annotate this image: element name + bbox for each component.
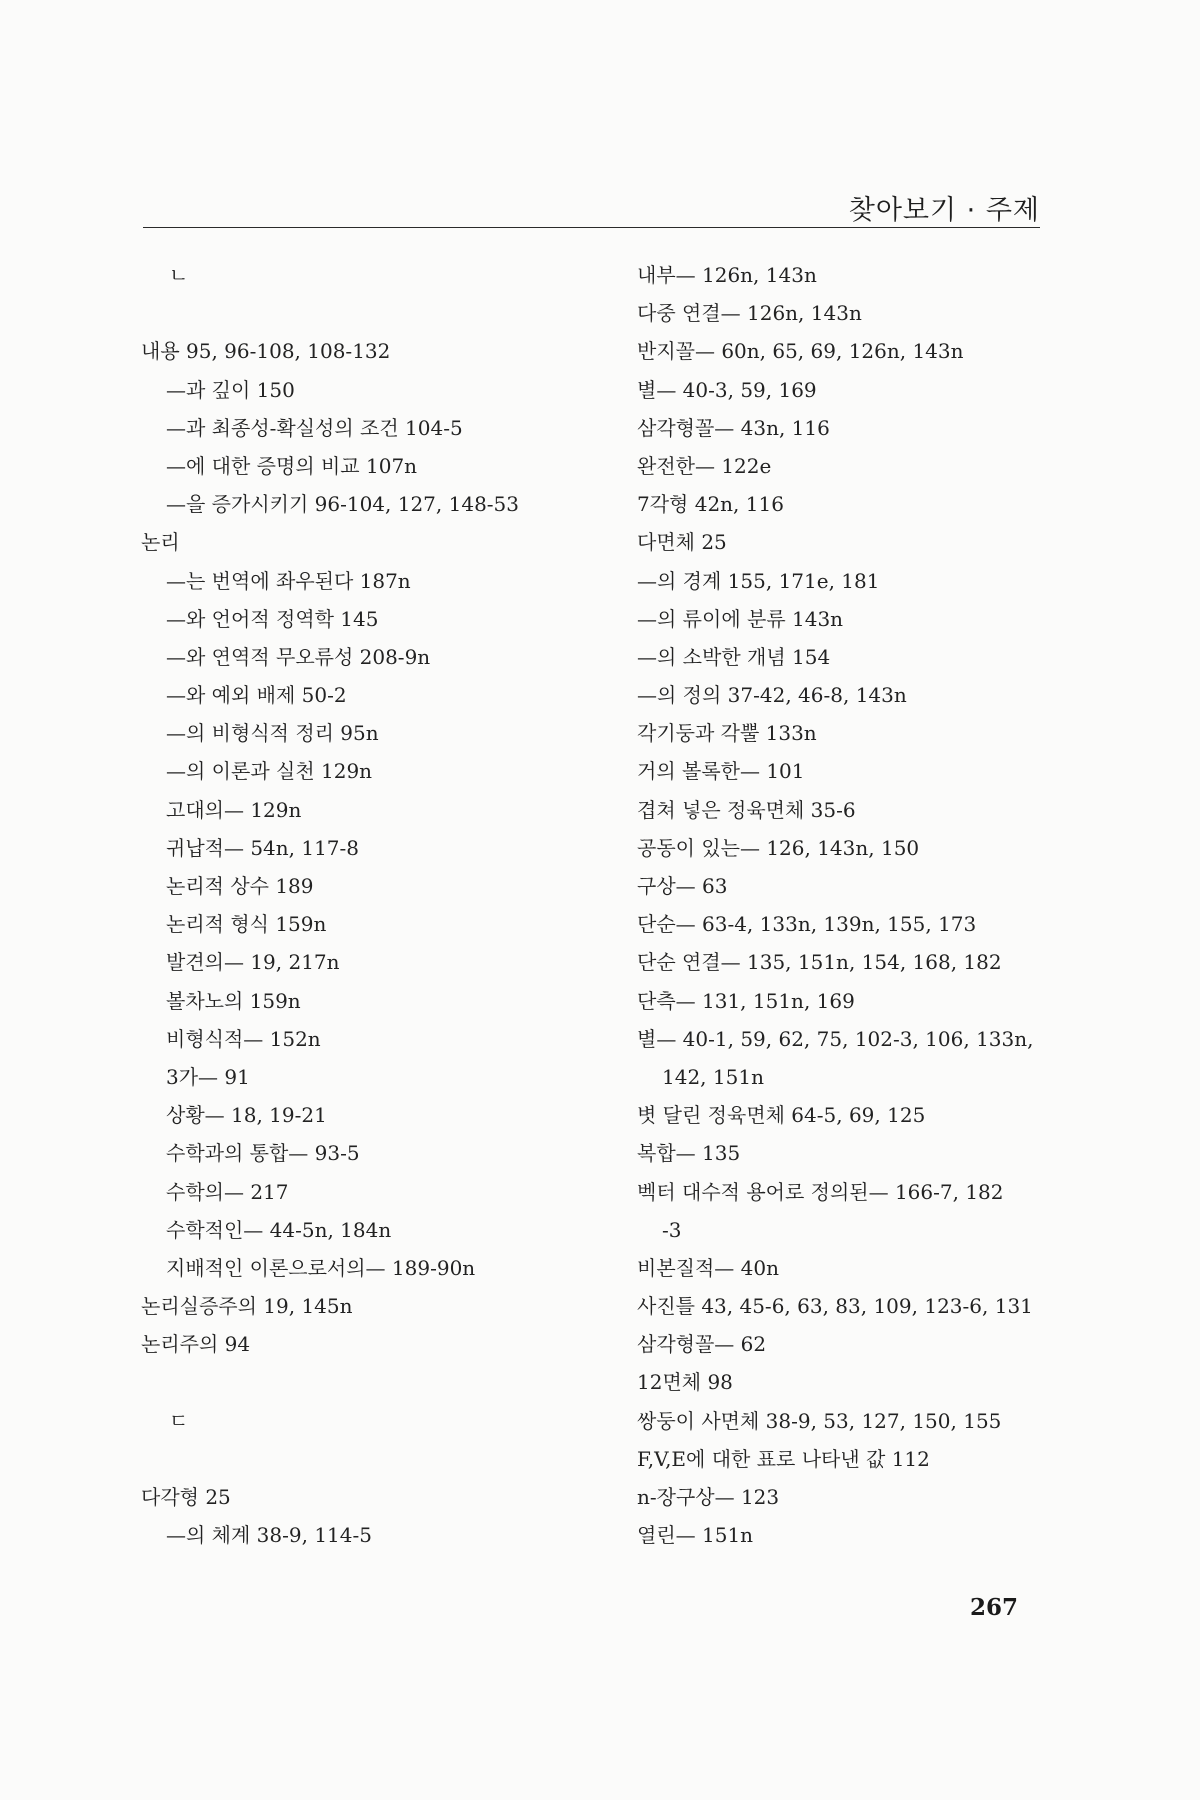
index-subentry: —는 번역에 좌우된다 187n: [166, 568, 411, 593]
index-subentry: —과 깊이 150: [166, 377, 295, 402]
index-entry: 내용 95, 96-108, 108-132: [141, 339, 391, 364]
index-entry-continuation: 142, 151n: [662, 1064, 764, 1089]
index-entry: 삼각형꼴— 43n, 116: [637, 415, 830, 440]
page-number: 267: [969, 1594, 1018, 1621]
index-entry: F,V,E에 대한 표로 나타낸 값 112: [637, 1446, 930, 1471]
index-entry: 구상— 63: [637, 874, 728, 898]
index-entry: 12면체 98: [637, 1370, 733, 1395]
index-subentry: —과 최종성-확실성의 조건 104-5: [166, 415, 463, 440]
index-entry: 단측— 131, 151n, 169: [637, 988, 855, 1013]
index-entry: 각기둥과 각뿔 133n: [637, 721, 817, 746]
index-entry: 비본질적— 40n: [637, 1255, 779, 1280]
index-entry: 벡터 대수적 용어로 정의된— 166-7, 182: [637, 1179, 1004, 1204]
index-entry-continuation: -3: [662, 1217, 682, 1242]
index-subentry: —와 언어적 정역학 145: [166, 606, 379, 631]
index-entry: 다중 연결— 126n, 143n: [637, 301, 862, 326]
index-entry: 열린— 151n: [637, 1523, 754, 1548]
section-letter-heading: ㄷ: [169, 1408, 189, 1433]
index-subentry: 논리적 상수 189: [166, 874, 314, 898]
index-entry: —의 정의 37-42, 46-8, 143n: [637, 683, 907, 708]
header-rule: [143, 227, 1040, 228]
index-entry: 완전한— 122e: [637, 453, 772, 478]
index-entry: 겹쳐 넣은 정육면체 35-6: [637, 797, 856, 822]
index-subentry: —을 증가시키기 96-104, 127, 148-53: [166, 492, 519, 517]
running-header: 찾아보기 · 주제: [848, 195, 1040, 226]
index-entry: n-장구상— 123: [637, 1485, 780, 1509]
section-spacer: [141, 1363, 621, 1401]
index-subentry: 비형식적— 152n: [166, 1026, 321, 1051]
index-entry: 거의 볼록한— 101: [637, 759, 805, 784]
index-column-right: [637, 256, 1057, 1554]
section-spacer: [141, 1440, 621, 1478]
index-subentry: 3가— 91: [166, 1064, 250, 1089]
index-entry: 사진틀 43, 45-6, 63, 83, 109, 123-6, 131: [637, 1294, 1033, 1319]
index-entry: 공동이 있는— 126, 143n, 150: [637, 835, 920, 860]
index-entry: 별— 40-3, 59, 169: [637, 377, 817, 402]
index-entry: 별— 40-1, 59, 62, 75, 102-3, 106, 133n,: [637, 1026, 1034, 1051]
index-subentry: 수학의— 217: [166, 1179, 289, 1204]
index-subentry: 고대의— 129n: [166, 797, 302, 822]
index-subentry: 발견의— 19, 217n: [166, 950, 340, 975]
index-subentry: —의 이론과 실천 129n: [166, 759, 373, 784]
index-subentry: —의 체계 38-9, 114-5: [166, 1523, 372, 1548]
index-subentry: 지배적인 이론으로서의— 189-90n: [166, 1255, 476, 1280]
index-entry: 삼각형꼴— 62: [637, 1332, 767, 1357]
index-entry: 7각형 42n, 116: [637, 492, 784, 517]
index-column-left: [141, 256, 621, 1554]
index-subentry: 수학과의 통합— 93-5: [166, 1141, 360, 1166]
index-entry: —의 소박한 개념 154: [637, 644, 831, 669]
index-entry: 다면체 25: [637, 530, 727, 555]
index-entry: 쌍둥이 사면체 38-9, 53, 127, 150, 155: [637, 1408, 1002, 1433]
index-subentry: 상황— 18, 19-21: [166, 1103, 327, 1128]
index-entry: 다각형 25: [141, 1485, 231, 1509]
index-subentry: 귀납적— 54n, 117-8: [166, 835, 360, 860]
index-subentry: —의 비형식적 정리 95n: [166, 721, 379, 746]
index-entry: 논리실증주의 19, 145n: [141, 1294, 353, 1319]
index-subentry: —와 예외 배제 50-2: [166, 683, 347, 708]
index-entry: 단순— 63-4, 133n, 139n, 155, 173: [637, 912, 977, 937]
index-subentry: —와 연역적 무오류성 208-9n: [166, 644, 431, 669]
section-spacer: [141, 294, 621, 332]
index-entry: —의 경계 155, 171e, 181: [637, 568, 880, 593]
index-entry: 내부— 126n, 143n: [637, 263, 817, 287]
section-letter-heading: ㄴ: [169, 263, 189, 287]
index-subentry: 수학적인— 44-5n, 184n: [166, 1217, 392, 1242]
index-entry: 논리주의 94: [141, 1332, 251, 1357]
index-entry: 볏 달린 정육면체 64-5, 69, 125: [637, 1103, 926, 1128]
index-entry: 복합— 135: [637, 1141, 741, 1166]
index-entry: 단순 연결— 135, 151n, 154, 168, 182: [637, 950, 1002, 975]
index-subentry: 볼차노의 159n: [166, 988, 301, 1013]
index-entry: —의 류이에 분류 143n: [637, 606, 844, 631]
index-entry: 논리: [141, 530, 180, 555]
index-subentry: 논리적 형식 159n: [166, 912, 327, 937]
index-entry: 반지꼴— 60n, 65, 69, 126n, 143n: [637, 339, 964, 364]
index-subentry: —에 대한 증명의 비교 107n: [166, 453, 418, 478]
